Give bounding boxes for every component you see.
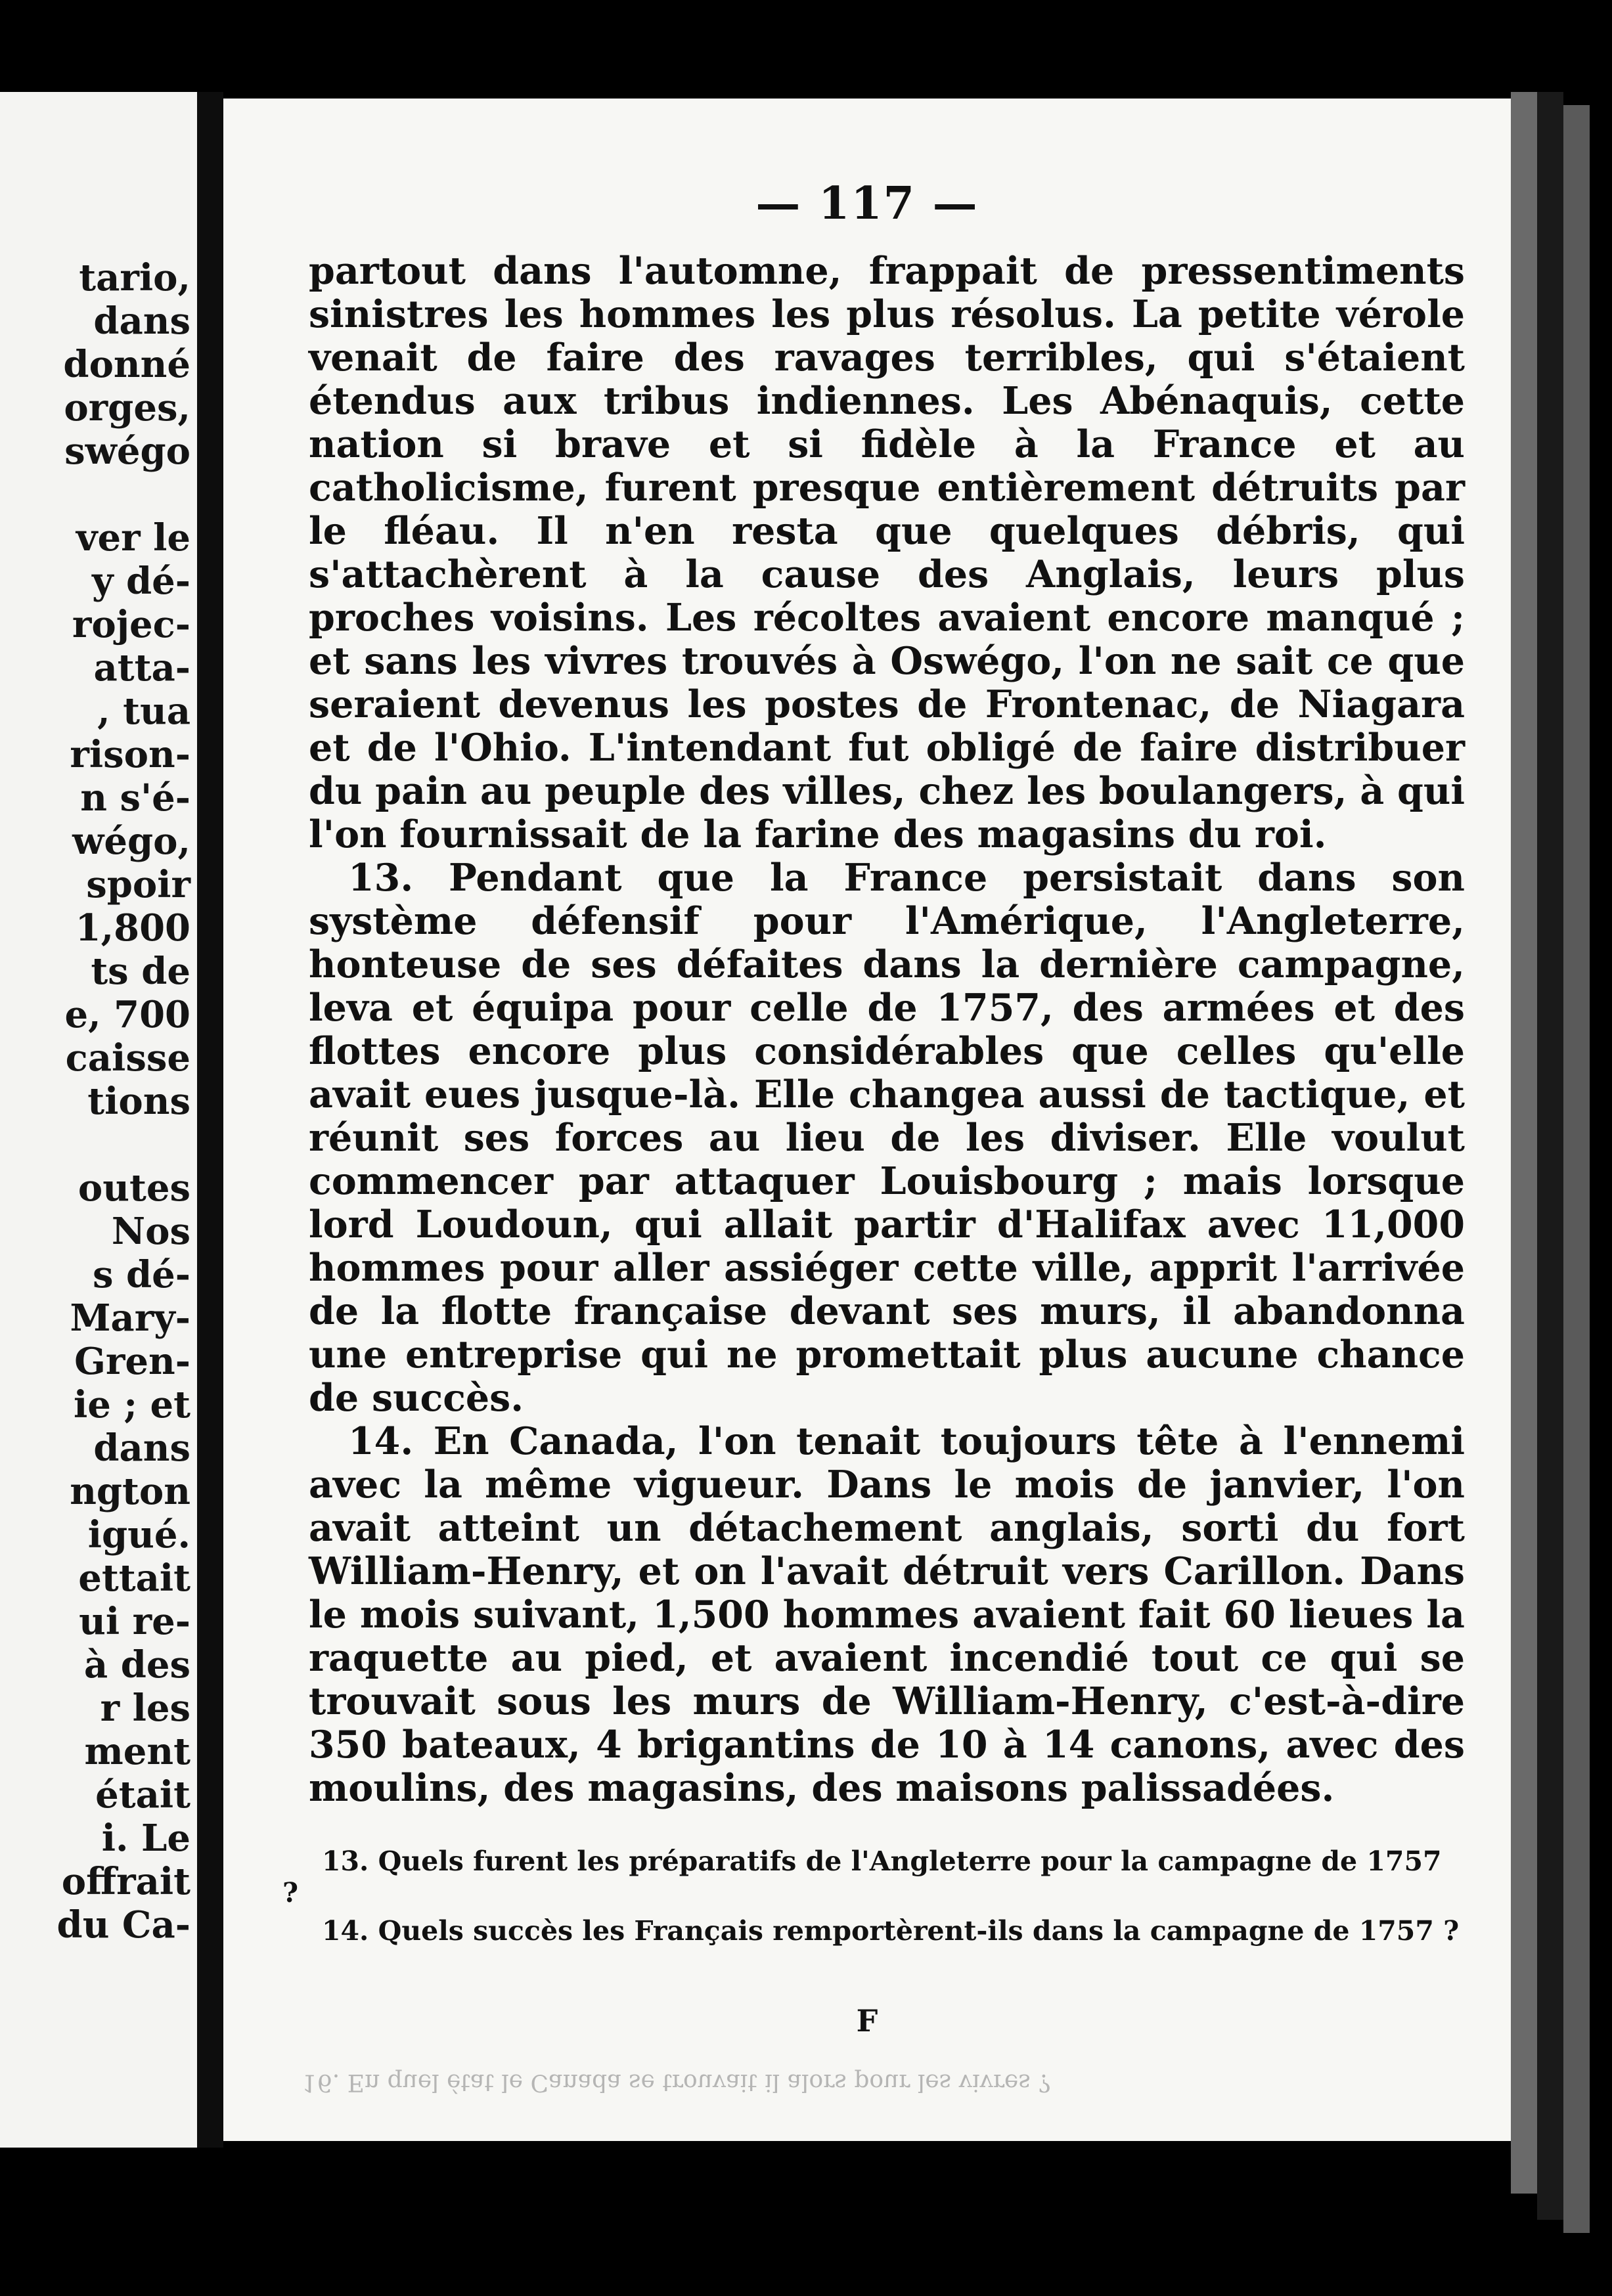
left-page-line: e, 700 <box>64 993 190 1036</box>
signature-mark: F <box>856 2003 878 2039</box>
left-page-line: ngton <box>70 1470 190 1513</box>
right-page <box>223 99 1511 2141</box>
left-page-line: s dé- <box>92 1253 190 1296</box>
left-page-line: 1,800 <box>75 906 190 950</box>
left-page-line: ie ; et <box>73 1383 190 1426</box>
paragraph: 13. Pendant que la France persistait dans son système défensif pour l'Amérique, l'Angleterre, honteuse de ses défaites dans la dernière campagne, leva et équipa pour celle de 1757, des armées et des flottes encore plus considérables que celles qu'elle avait eues jusque-là. Elle changea aussi de tactique, et réunit ses forces au lieu de les diviser. Elle voulut commencer par attaquer Louisbourg ; mais lorsque lord Loudoun, qui allait partir d'Halifax avec 11,000 hommes pour aller assiéger cette ville, apprit l'arrivée de la flotte française devant ses murs, il abandonna une entreprise qui ne promettait plus aucune chance de succès. <box>309 856 1465 1420</box>
left-page-line: Nos <box>111 1210 190 1253</box>
footnotes <box>282 1845 1465 1953</box>
left-page-line: ment <box>84 1730 190 1773</box>
left-page-line: donné <box>63 343 190 386</box>
left-page-line: n s'é- <box>80 776 190 820</box>
left-page-line: était <box>95 1773 190 1817</box>
left-page-line: du Ca- <box>56 1903 190 1947</box>
left-page-line: orges, <box>64 386 190 430</box>
bleed-through-text: 16. En quel état le Canada se trouvait il alors pour les vivres ? <box>302 2069 1051 2096</box>
left-page-line: Gren- <box>74 1340 190 1383</box>
left-page-line: y dé- <box>91 560 190 603</box>
footnote: 13. Quels furent les préparatifs de l'Angleterre pour la campagne de 1757 ? <box>282 1845 1442 1909</box>
left-page-fragment <box>0 92 197 2148</box>
left-page-line: wégo, <box>72 820 190 863</box>
left-page-line: rison- <box>70 733 190 776</box>
left-page-line: tions <box>87 1080 190 1123</box>
body-text <box>309 250 1465 1810</box>
left-page-line: ver le <box>76 516 190 560</box>
left-page-line: spoir <box>86 863 190 906</box>
left-page-line: dans <box>93 299 190 343</box>
page-number: — 117 — <box>755 177 979 230</box>
left-page-line: swégo <box>64 430 190 473</box>
left-page-line: caisse <box>65 1036 190 1080</box>
left-page-line: à des <box>83 1643 190 1687</box>
page-edge <box>1511 92 1537 2194</box>
left-page-line: offrait <box>61 1860 190 1903</box>
book-cover-edge <box>1563 105 1590 2233</box>
left-page-line: ettait <box>78 1556 190 1600</box>
left-page-line: i. Le <box>101 1817 190 1860</box>
left-page-line: tario, <box>79 256 190 299</box>
left-page-line: igué. <box>87 1513 190 1556</box>
left-page-line: dans <box>93 1426 190 1470</box>
left-page-line: atta- <box>93 646 190 690</box>
paragraph: partout dans l'automne, frappait de pressentiments sinistres les hommes les plus résolus. La petite vérole venait de faire des ravages terribles, qui s'étaient étendus aux tribus indiennes. Les Abénaquis, cette nation si brave et si fidèle à la France et au catholicisme, furent presque entièrement détruits par le fléau. Il n'en resta que quelques débris, qui s'attachèrent à la cause des Anglais, leurs plus proches voisins. Les récoltes avaient encore manqué ; et sans les vivres trouvés à Oswégo, l'on ne sait ce que seraient devenus les postes de Frontenac, de Niagara et de l'Ohio. L'intendant fut obligé de faire distribuer du pain au peuple des villes, chez les boulangers, à qui l'on fournissait de la farine des magasins du roi. <box>309 249 1465 856</box>
left-page-line: rojec- <box>72 603 190 646</box>
left-page-line: ui re- <box>79 1600 190 1643</box>
paragraph: 14. En Canada, l'on tenait toujours tête à l'ennemi avec la même vigueur. Dans le mois de janvier, l'on avait atteint un détachement anglais, sorti du fort William-Henry, et on l'avait détruit vers Carillon. Dans le mois suivant, 1,500 hommes avaient fait 60 lieues la raquette au pied, et avaient incendié tout ce qui se trouvait sous les murs de William-Henry, c'est-à-dire 350 bateaux, 4 brigantins de 10 à 14 canons, avec des moulins, des magasins, des maisons palissadées. <box>309 1419 1465 1810</box>
page-edge-shadow <box>1537 92 1563 2220</box>
left-page-line: ts de <box>91 950 190 993</box>
left-page-line: outes <box>78 1166 190 1210</box>
footnote: 14. Quels succès les Français remportèrent-ils dans la campagne de 1757 ? <box>322 1915 1460 1947</box>
left-page-line: Mary- <box>70 1296 190 1340</box>
book-gutter <box>197 92 223 2148</box>
left-page-line: , tua <box>97 690 190 733</box>
left-page-line: r les <box>100 1687 190 1730</box>
